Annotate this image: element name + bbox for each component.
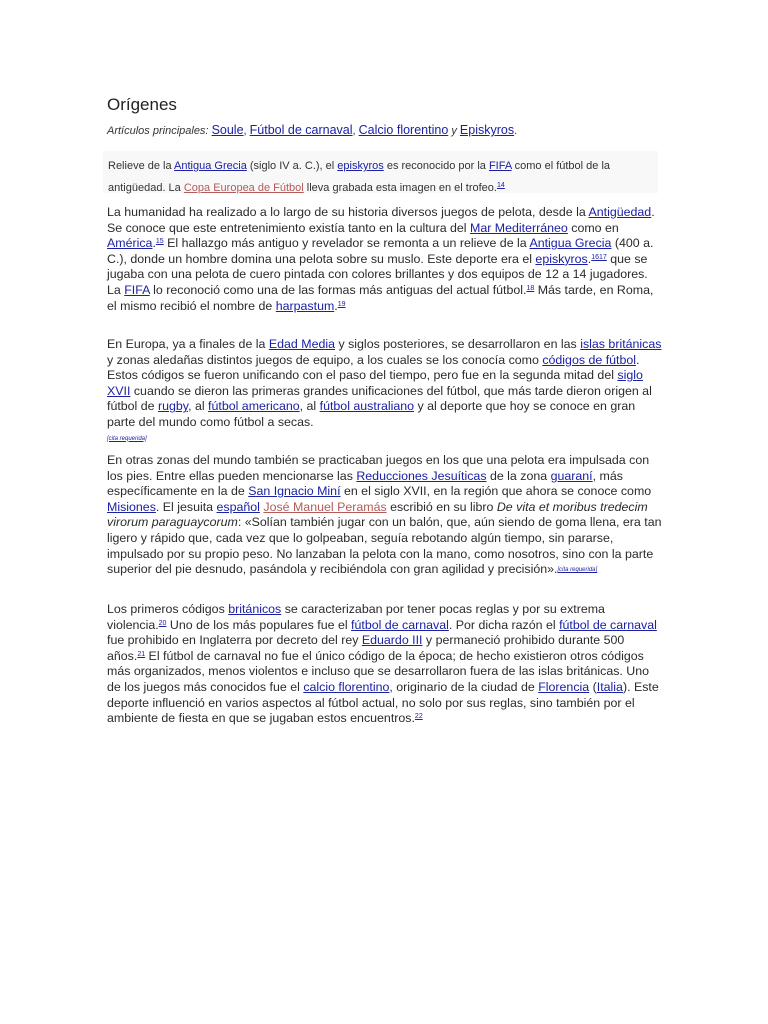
text: . xyxy=(334,298,338,313)
paragraph-3 xyxy=(107,453,663,578)
link-harpastum[interactable]: harpastum xyxy=(275,298,335,313)
text: . xyxy=(587,251,592,266)
text: . Se conoce que este entretenimiento existía tanto en la cultura del xyxy=(107,205,655,235)
ref-19[interactable]: 19 xyxy=(337,300,346,308)
link-copa-europea[interactable]: Copa Europea de Fútbol xyxy=(183,182,304,194)
text: , al xyxy=(299,399,320,414)
section-title: Orígenes xyxy=(107,95,177,114)
text: . El jesuita xyxy=(155,499,217,514)
link-soule[interactable]: Soule xyxy=(211,123,244,137)
text: que se jugaba con una pelota de cuero pintada con colores brillantes y dos equipos de 12 a 14 jugadores. La xyxy=(107,251,648,297)
link-episkyros[interactable]: Episkyros xyxy=(459,123,515,137)
link-rugby[interactable]: rugby xyxy=(157,399,189,414)
text: , al xyxy=(188,399,209,414)
ref-22[interactable]: 22 xyxy=(414,713,423,721)
text: . xyxy=(152,236,156,251)
link-episkyros[interactable]: episkyros xyxy=(337,160,384,172)
link-islas-britanicas[interactable]: islas británicas xyxy=(580,337,662,351)
citation-needed[interactable]: [cita requerida] xyxy=(557,567,598,574)
text: : «Solían también jugar con un balón, que, aún siendo de goma llena, era tan ligero y rápido que, cada vez que lo golpeaban, seguía rebotando algún tiempo, sin pararse, impulsado por su propio peso. No lanzaban la pelota con la mano, como nosotros, sino con la parte superior del pie desnudo, pasándola y recibiéndola con gran agilidad y precisión». xyxy=(107,515,662,577)
text: lo reconoció como una de las formas más antiguas del actual fútbol. xyxy=(149,282,527,297)
text: Los primeros códigos xyxy=(107,602,229,616)
ref-14[interactable]: 14 xyxy=(496,182,505,189)
link-futbol-de-carnaval[interactable]: fútbol de carnaval xyxy=(351,617,449,632)
link-futbol-de-carnaval[interactable]: fútbol de carnaval xyxy=(559,617,657,632)
text: La humanidad ha realizado a lo largo de su historia diversos juegos de pelota, desde la xyxy=(107,205,589,219)
link-calcio-florentino[interactable]: Calcio florentino xyxy=(358,123,449,137)
caption-text: lleva grabada esta imagen en el trofeo. xyxy=(303,182,497,194)
text: fue prohibido en Inglaterra por decreto del rey xyxy=(107,633,362,648)
text: como en xyxy=(567,220,619,235)
caption-text: (siglo IV a. C.), el xyxy=(246,160,338,172)
link-futbol-americano[interactable]: fútbol americano xyxy=(208,399,300,414)
link-edad-media[interactable]: Edad Media xyxy=(268,337,336,351)
text: ( xyxy=(589,679,597,694)
ref-16-17[interactable]: 1617 xyxy=(591,253,607,261)
text: , originario de la ciudad de xyxy=(389,679,539,694)
link-florencia[interactable]: Florencia xyxy=(538,679,590,694)
text: y permaneció prohibido durante 500 años. xyxy=(107,633,625,663)
text: y zonas aledañas distintos juegos de equipo, a los cuales se los conocía como xyxy=(107,352,543,367)
text: Más tarde, en Roma, el mismo recibió el nombre de xyxy=(107,282,654,313)
caption-text: Relieve de la xyxy=(108,160,175,172)
link-reducciones-jesuiticas[interactable]: Reducciones Jesuíticas xyxy=(356,468,487,483)
link-britanicos[interactable]: británicos xyxy=(228,602,282,616)
separator: , xyxy=(352,125,356,137)
book-title: De vita et moribus tredecim virorum paraguaycorum xyxy=(107,499,648,530)
ref-20[interactable]: 20 xyxy=(158,619,167,627)
link-fifa[interactable]: FIFA xyxy=(124,282,150,297)
paragraph-2 xyxy=(107,337,663,446)
separator-y: y xyxy=(451,125,457,137)
paragraph-4 xyxy=(107,602,663,727)
text: y al deporte que hoy se conoce en gran parte del mundo como fútbol a secas. xyxy=(107,399,636,429)
link-antigua-grecia[interactable]: Antigua Grecia xyxy=(529,236,612,251)
link-misiones[interactable]: Misiones xyxy=(107,499,156,514)
link-america[interactable]: América xyxy=(107,236,153,251)
link-guarani[interactable]: guaraní xyxy=(550,468,593,483)
image-caption xyxy=(103,151,658,193)
text: . Estos códigos se fueron unificando con el paso del tiempo, pero fue en la segunda mitad del xyxy=(107,352,640,383)
link-calcio-florentino[interactable]: calcio florentino xyxy=(303,679,390,694)
link-san-ignacio-mini[interactable]: San Ignacio Miní xyxy=(248,484,341,499)
link-codigos-de-futbol[interactable]: códigos de fútbol xyxy=(542,352,637,367)
text: y siglos posteriores, se desarrollaron en las xyxy=(335,337,581,351)
link-jose-manuel-peramas[interactable]: José Manuel Peramás xyxy=(263,499,387,514)
text: El hallazgo más antiguo y revelador se remonta a un relieve de la xyxy=(163,236,530,251)
text: En otras zonas del mundo también se practicaban juegos en los que una pelota era impulsada con los pies. Entre ellas pueden mencionarse las xyxy=(107,453,650,483)
paragraph-1 xyxy=(107,205,663,314)
ref-15[interactable]: 15 xyxy=(155,238,164,246)
link-episkyros[interactable]: episkyros xyxy=(535,251,588,266)
main-articles-label: Artículos principales: xyxy=(107,125,209,137)
link-futbol-australiano[interactable]: fútbol australiano xyxy=(319,399,415,414)
ref-18[interactable]: 18 xyxy=(526,284,535,292)
ref-21[interactable]: 21 xyxy=(137,650,146,658)
link-siglo-xvii[interactable]: siglo XVII xyxy=(107,368,643,398)
text: En Europa, ya a finales de la xyxy=(107,337,269,351)
link-antiguedad[interactable]: Antigüedad xyxy=(588,205,652,219)
text: cuando se dieron las primeras grandes unificaciones del fútbol, que más tarde dieron origen al fútbol de xyxy=(107,383,652,414)
link-italia[interactable]: Italia xyxy=(596,679,623,694)
text: , más específicamente en la de xyxy=(107,468,623,499)
link-eduardo-iii[interactable]: Eduardo III xyxy=(361,633,423,648)
text: se caracterizaban por tener pocas reglas y por su extrema violencia. xyxy=(107,602,605,632)
link-antigua-grecia[interactable]: Antigua Grecia xyxy=(174,160,247,172)
caption-text: como el fútbol de la antigüedad. La xyxy=(108,160,611,194)
link-futbol-de-carnaval[interactable]: Fútbol de carnaval xyxy=(249,123,353,137)
citation-needed[interactable]: [cita requerida] xyxy=(107,435,147,442)
link-fifa[interactable]: FIFA xyxy=(488,160,512,172)
text: escribió en su libro xyxy=(386,499,497,514)
text: . Por dicha razón el xyxy=(448,617,560,632)
text: Uno de los más populares fue el xyxy=(166,617,352,632)
text: en el siglo XVII, en la región que ahora se conoce como xyxy=(340,484,652,499)
separator: , xyxy=(243,125,247,137)
link-mar-mediterraneo[interactable]: Mar Mediterráneo xyxy=(470,220,568,235)
separator: . xyxy=(514,125,518,137)
text: de la zona xyxy=(486,468,551,483)
main-articles-note xyxy=(107,123,517,137)
text: ). Este deporte influenció en varios aspectos al fútbol actual, no solo por sus reglas, sino también por el ambiente de fiesta en que se jugaban estos encuentros. xyxy=(107,679,659,726)
link-espanol[interactable]: español xyxy=(216,499,260,514)
text: El fútbol de carnaval no fue el único código de la época; de hecho existieron otros códigos más organizados, menos violentos e incluso que se desarrollaron fuera de las islas británicas. Uno de los juegos más conocidos fue el xyxy=(107,648,650,694)
text: (400 a. C.), donde un hombre domina una pelota sobre su muslo. Este deporte era el xyxy=(107,236,654,266)
caption-text: es reconocido por la xyxy=(383,160,489,172)
